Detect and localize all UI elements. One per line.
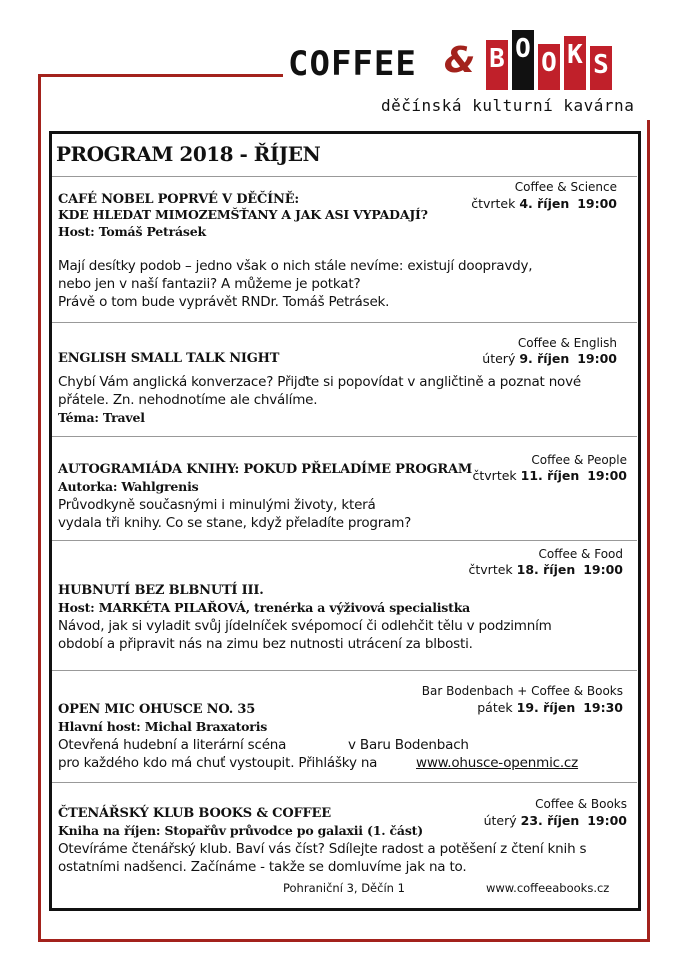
event-category: Coffee & Food — [538, 547, 623, 561]
event-date: čtvrtek 11. říjen 19:00 — [472, 468, 627, 483]
event-title: CAFÉ NOBEL POPRVÉ V DĚČÍNĚ: — [58, 192, 300, 207]
footer-website[interactable]: www.coffeeabooks.cz — [486, 881, 610, 895]
logo-book-letter: S — [590, 46, 612, 90]
program-title: PROGRAM 2018 - ŘÍJEN — [56, 142, 321, 166]
event-category: Coffee & People — [531, 453, 627, 467]
event-description-line: ostatními nadšenci. Začínáme - takže se domluvíme jak na to. — [58, 859, 467, 875]
event-description-line: pro každého kdo má chuť vystoupit. Přihlášky na — [58, 755, 378, 771]
event-description-line: Právě o tom bude vyprávět RNDr. Tomáš Petrásek. — [58, 294, 390, 310]
event-author: Autorka: Wahlgrenis — [58, 479, 199, 494]
event-title: ČTENÁŘSKÝ KLUB BOOKS & COFFEE — [58, 806, 331, 821]
event-description-line: období a připravit nás na zimu bez nutnosti utrácení za blbosti. — [58, 636, 473, 652]
event-date: čtvrtek 4. říjen 19:00 — [471, 196, 617, 211]
logo-coffee-text: COFFEE — [288, 44, 417, 84]
event-description-line: Chybí Vám anglická konverzace? Přijďte si popovídat v angličtině a poznat nové — [58, 374, 582, 390]
logo-book-letter: B — [486, 40, 508, 90]
coffee-books-logo — [288, 28, 638, 88]
logo-book-letter: O — [538, 44, 560, 90]
divider — [52, 670, 637, 671]
event-description-line: Průvodkyně současnými i minulými životy, která — [58, 497, 376, 513]
footer-address: Pohraniční 3, Děčín 1 — [283, 881, 405, 895]
event-description-line: v Baru Bodenbach — [348, 737, 469, 753]
event-date: úterý 23. říjen 19:00 — [483, 813, 627, 828]
event-description-line: Mají desítky podob – jedno však o nich stále nevíme: existují doopravdy, — [58, 258, 533, 274]
event-description-line: nebo jen v naší fantazii? A můžeme je potkat? — [58, 276, 361, 292]
event-title: ENGLISH SMALL TALK NIGHT — [58, 351, 280, 366]
logo-book-letter: O — [512, 30, 534, 90]
event-date: čtvrtek 18. říjen 19:00 — [468, 562, 623, 577]
divider — [52, 436, 637, 437]
logo-book-letter: K — [564, 36, 586, 90]
event-description-line: Návod, jak si vyladit svůj jídelníček svépomocí či odlehčit tělu v podzimním — [58, 618, 552, 634]
event-category: Bar Bodenbach + Coffee & Books — [421, 684, 623, 698]
event-title: OPEN MIC OHUSCE NO. 35 — [58, 702, 256, 717]
event-topic: Téma: Travel — [58, 410, 145, 425]
event-description-line: vydala tři knihy. Co se stane, když přeladíte program? — [58, 515, 412, 531]
event-description-line: Otevíráme čtenářský klub. Baví vás číst? Sdílejte radost a potěšení z čtení knih s — [58, 841, 587, 857]
event-title: AUTOGRAMIÁDA KNIHY: POKUD PŘELADÍME PROGRAM — [58, 462, 473, 477]
logo-books-blocks — [486, 34, 616, 90]
event-host: Host: MARKÉTA PILAŘOVÁ, trenérka a výživová specialistka — [58, 600, 471, 615]
event-date: pátek 19. říjen 19:30 — [477, 700, 623, 715]
divider — [52, 540, 637, 541]
event-category: Coffee & Science — [514, 180, 617, 194]
event-description-line: Otevřená hudební a literární scéna — [58, 737, 287, 753]
event-category: Coffee & Books — [535, 797, 627, 811]
event-host: Hlavní host: Michal Braxatoris — [58, 719, 268, 734]
event-book: Kniha na říjen: Stopařův průvodce po galaxii (1. část) — [58, 823, 423, 838]
event-subtitle: KDE HLEDAT MIMOZEMŠŤANY A JAK ASI VYPADAJÍ? — [58, 207, 428, 222]
event-host: Host: Tomáš Petrásek — [58, 224, 206, 239]
divider — [52, 782, 637, 783]
event-title: HUBNUTÍ BEZ BLBNUTÍ III. — [58, 583, 264, 598]
tagline: děčínská kulturní kavárna — [381, 96, 635, 115]
logo-ampersand: & — [444, 40, 476, 81]
divider — [52, 176, 637, 177]
divider — [52, 322, 637, 323]
event-date: úterý 9. říjen 19:00 — [482, 351, 617, 366]
event-description-line: přátele. Zn. nehodnotíme ale chválíme. — [58, 392, 318, 408]
open-mic-link[interactable]: www.ohusce-openmic.cz — [416, 755, 579, 771]
event-category: Coffee & English — [517, 336, 617, 350]
